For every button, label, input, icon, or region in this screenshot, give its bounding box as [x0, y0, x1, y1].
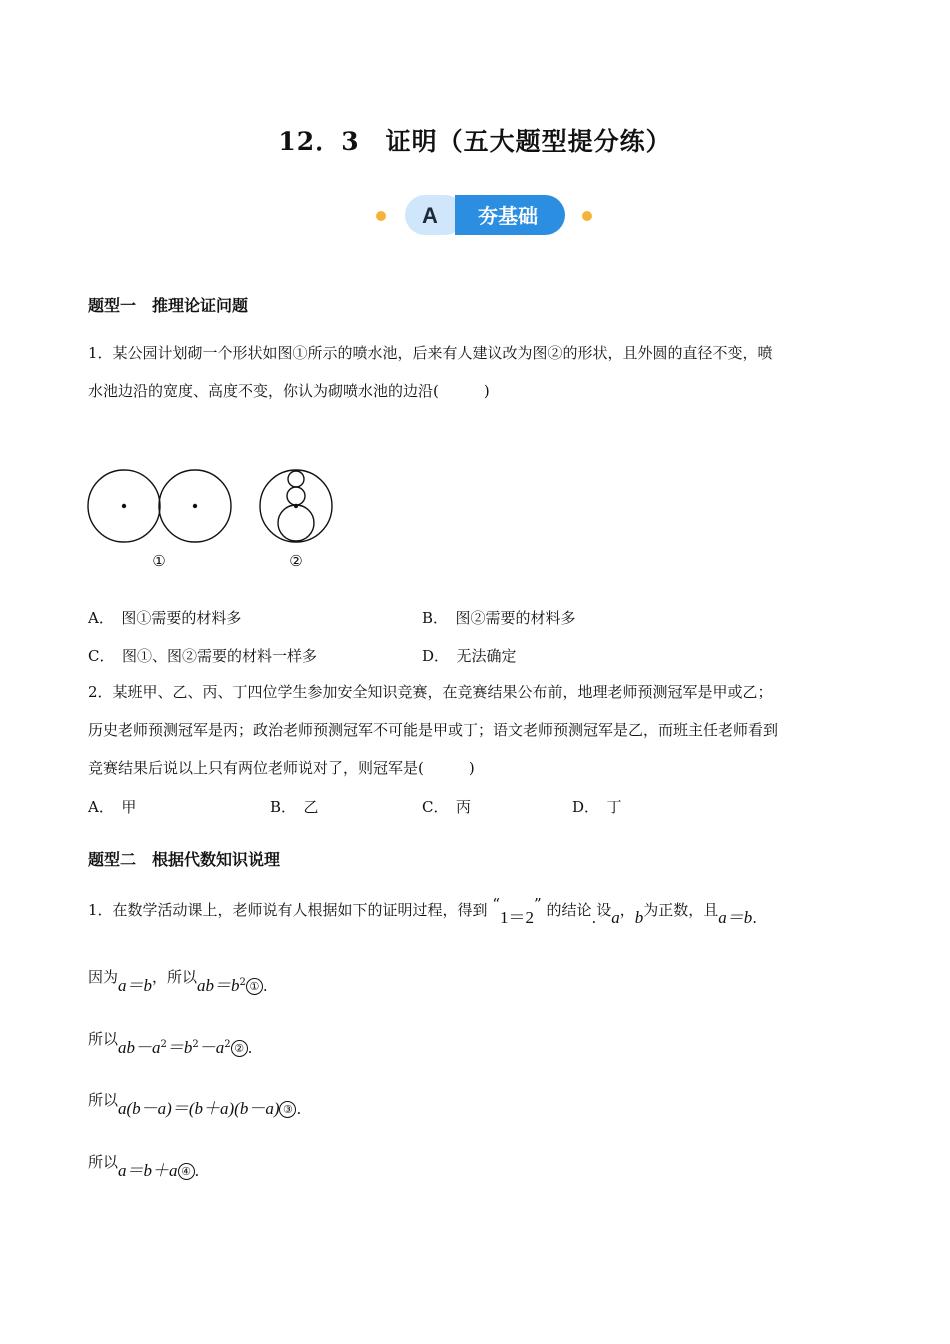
- q1-option-c[interactable]: C． 图①、图②需要的材料一样多: [88, 647, 317, 665]
- q3-step3-mark: ③: [279, 1101, 296, 1118]
- q3-step2-exp1: 2: [160, 1039, 167, 1050]
- q3-step2-mark: ②: [231, 1040, 248, 1057]
- q3-step2-math-b: ＝b: [166, 1038, 193, 1057]
- q3-step4-math: a＝b＋a: [118, 1161, 178, 1180]
- q2-line-1: 2．某班甲、乙、丙、丁四位学生参加安全知识竞赛，在竞赛结果公布前，地理老师预测冠军是甲或乙；: [88, 683, 773, 701]
- q3-step1-exp: 2: [239, 977, 246, 988]
- q3-var-b: b: [634, 908, 644, 927]
- q3-claim: 1＝2: [500, 908, 534, 927]
- q3-step-1: 因为a＝b，所以$ab=b^2$ ① .: [88, 968, 268, 995]
- q3-step4-text: 所以: [88, 1153, 119, 1171]
- q3-step4-mark: ④: [178, 1163, 195, 1180]
- q3-step1-text: 因为: [88, 968, 119, 986]
- section-heading-2: 题型二 根据代数知识说理: [88, 850, 281, 869]
- q3-after-claim: 的结论: [546, 901, 592, 919]
- section-heading-1: 题型一 推理论证问题: [88, 296, 249, 315]
- q3-dot: .: [591, 909, 597, 927]
- figure-2-label: ②: [289, 552, 303, 570]
- q3-step1-math: a＝b: [118, 976, 153, 995]
- q1-option-b[interactable]: B． 图②需要的材料多: [422, 609, 576, 627]
- q3-positive: 为正数，且: [643, 901, 719, 919]
- q1-line-1: 1．某公园计划砌一个形状如图①所示的喷水池，后来有人建议改为图②的形状，且外圆的直径不变，喷: [88, 344, 773, 362]
- q2-option-b[interactable]: B． 乙: [270, 798, 319, 816]
- q3-intro-line: [88, 895, 758, 927]
- q1-line-2: 水池边沿的宽度、高度不变，你认为砌喷水池的边沿( ): [88, 382, 490, 400]
- q3-period: .: [752, 909, 758, 927]
- q3-comma: ，: [619, 901, 635, 919]
- fountain-figures: [84, 468, 344, 574]
- q3-step2-math-a: ab－a: [118, 1038, 161, 1057]
- q3-set: 设: [596, 901, 612, 919]
- q3-step-4: 所以a＝b＋a ④ .: [88, 1153, 200, 1180]
- q2-option-d[interactable]: D． 丁: [572, 798, 622, 816]
- q2-option-c[interactable]: C． 丙: [422, 798, 471, 816]
- q3-given: a＝b: [718, 908, 753, 927]
- q1-option-a[interactable]: A． 图①需要的材料多: [88, 609, 242, 627]
- figure-2-nested-circles: [260, 470, 332, 542]
- q3-quote-open: “: [492, 895, 500, 913]
- q3-step-3: 所以a(b－a)＝(b＋a)(b－a) ③ .: [88, 1091, 302, 1118]
- q2-line-3: 竞赛结果后说以上只有两位老师说对了，则冠军是( ): [88, 759, 475, 777]
- q3-step2-math-c: －a: [198, 1038, 225, 1057]
- banner-label: 夯基础: [478, 204, 538, 228]
- q3-step1-result: ab＝b: [197, 976, 240, 995]
- q2-line-2: 历史老师预测冠军是丙；政治老师预测冠军不可能是甲或丁；语文老师预测冠军是乙，而班主任老师看到: [88, 721, 779, 739]
- q3-step2-exp3: 2: [224, 1039, 231, 1050]
- q3-quote-close: ”: [534, 895, 542, 913]
- q3-intro: 1．在数学活动课上，老师说有人根据如下的证明过程，得到: [88, 901, 488, 919]
- q3-step1-mark: ①: [246, 978, 263, 995]
- q3-var-a: a: [611, 908, 620, 927]
- section-banner: [298, 190, 678, 238]
- q3-step3-text: 所以: [88, 1091, 119, 1109]
- q3-step2-text: 所以: [88, 1030, 119, 1048]
- figure-1-two-circles: [88, 470, 231, 542]
- banner-dot-left: [376, 211, 386, 221]
- q3-step3-math: a(b－a)＝(b＋a)(b－a): [118, 1099, 280, 1118]
- banner-letter: A: [422, 203, 438, 228]
- page-title: 12．3 证明（五大题型提分练）: [278, 127, 672, 156]
- q1-option-d[interactable]: D． 无法确定: [422, 647, 517, 665]
- q3-step-2: 所以$ab-a^2=b^2-a^2$ ② .: [88, 1030, 253, 1057]
- q3-step1-mid: ，所以: [152, 968, 198, 986]
- q3-step2-exp2: 2: [192, 1039, 199, 1050]
- figure-1-label: ①: [152, 552, 166, 570]
- q2-option-a[interactable]: A． 甲: [88, 798, 137, 816]
